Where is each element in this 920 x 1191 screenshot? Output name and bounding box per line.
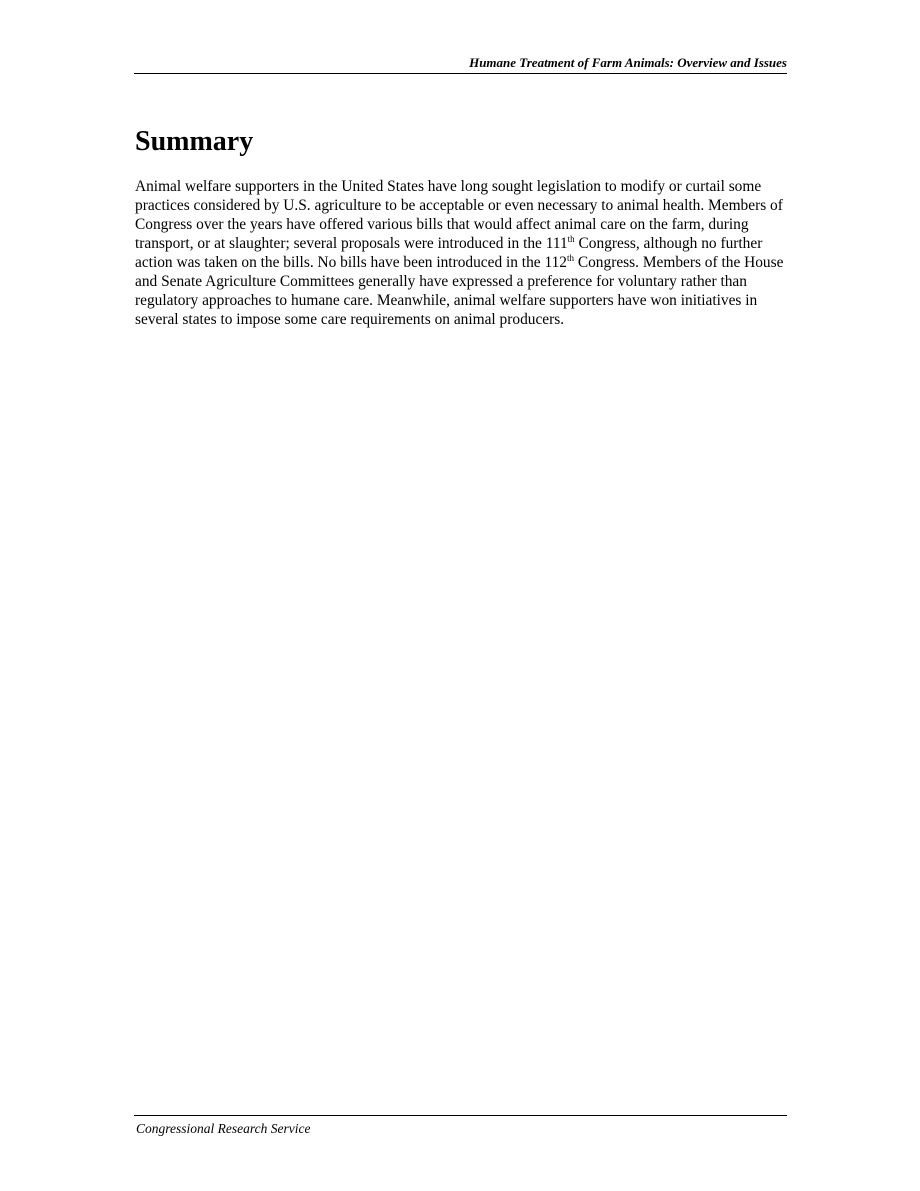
running-header: Humane Treatment of Farm Animals: Overview and Issues: [134, 54, 787, 74]
summary-text-part-3: Congress. Members of the House and Senate Agriculture Committees generally have expressed a preference for voluntary rather than regulatory approaches to humane care. Meanwhile, animal welfare supporters have won initiatives in several states to impose some care requirements on animal producers.: [135, 254, 784, 328]
summary-text-part-1: Animal welfare supporters in the United States have long sought legislation to modify or curtail some practices considered by U.S. agriculture to be acceptable or even necessary to animal health. Members of Congress over the years have offered various bills that would affect animal care on the farm, during transport, or at slaughter; several proposals were introduced in the 111: [135, 178, 783, 252]
ordinal-suffix-112: th: [566, 253, 574, 263]
summary-text-part-2: Congress, although no further action was taken on the bills. No bills have been introduced in the 112: [135, 235, 763, 271]
page-title: Summary: [135, 126, 254, 157]
running-footer: Congressional Research Service: [134, 1115, 787, 1138]
summary-paragraph: [135, 177, 785, 329]
ordinal-suffix-111: th: [567, 234, 575, 244]
